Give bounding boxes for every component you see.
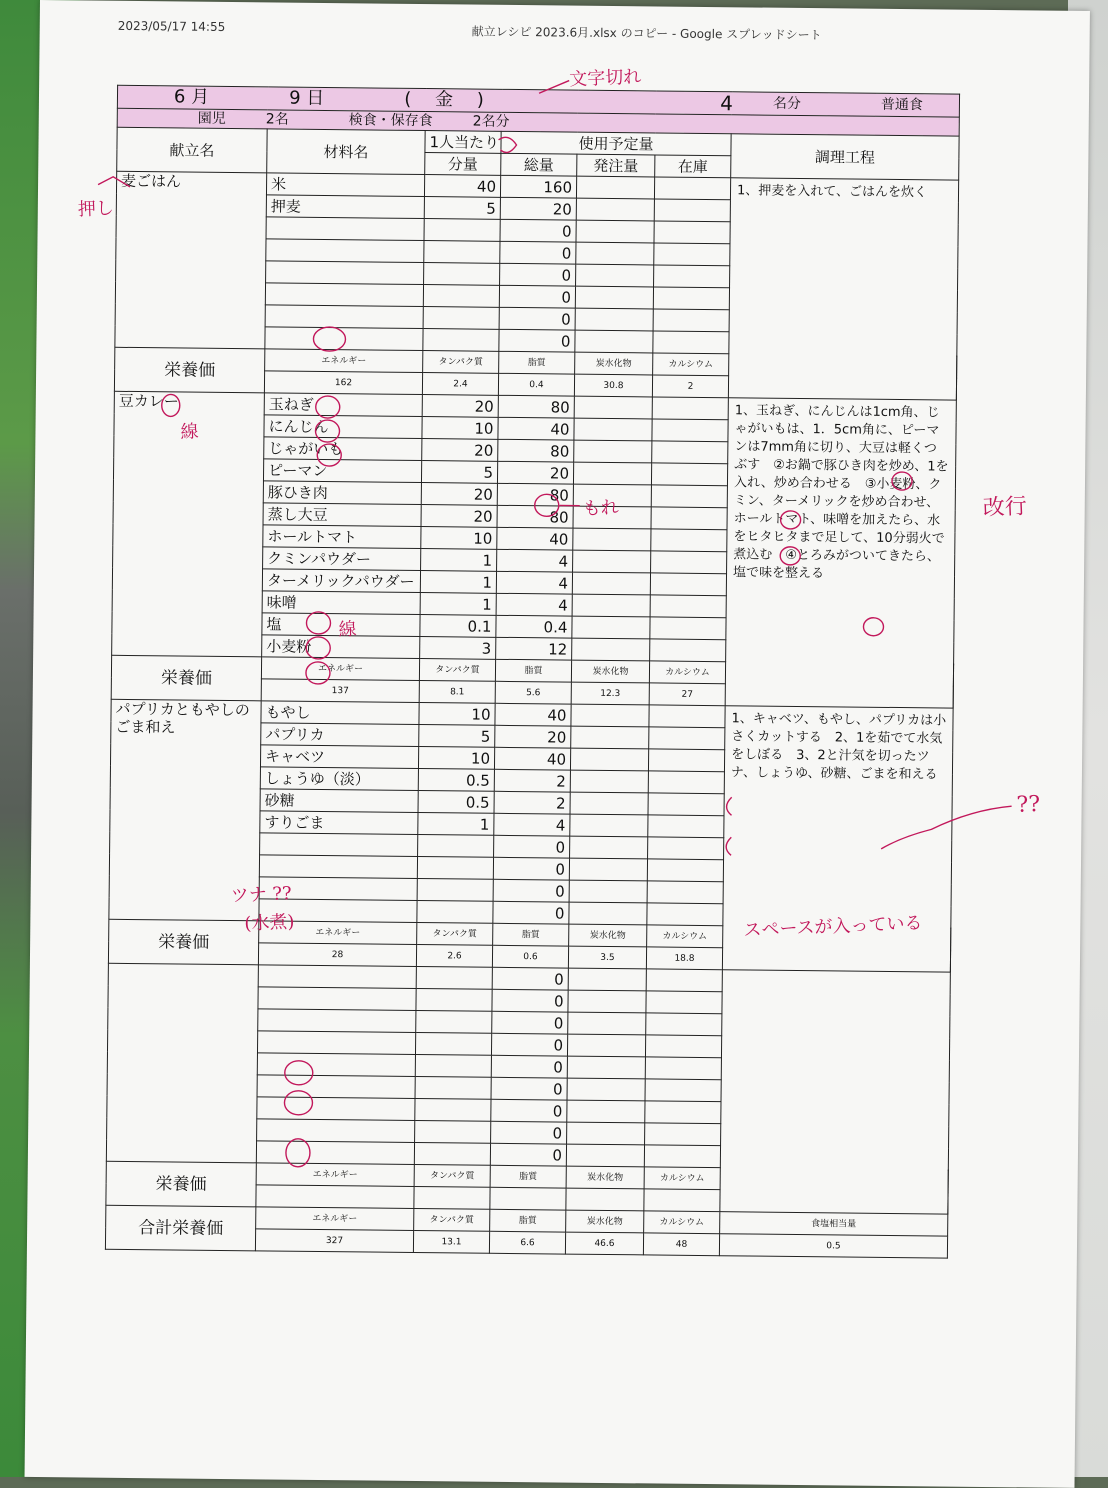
- children-label: 園児: [198, 110, 226, 128]
- portion-value: 1: [418, 813, 494, 836]
- portion-value: 10: [421, 527, 497, 550]
- note-space: スペースが入っている: [743, 909, 923, 942]
- printed-sheet: [25, 0, 1090, 1488]
- total-value: 80: [498, 395, 574, 418]
- total-value: 0: [491, 1077, 567, 1100]
- total-value: 160: [500, 175, 576, 198]
- total-value: 80: [497, 505, 573, 528]
- menu-name: 麦ごはん: [121, 172, 262, 191]
- process-cell: 1、キャベツ、もやし、パプリカは小さくカットする 2、1を茹でて水気をしぼる 3、2と汁気を切ったツナ、しょうゆ、砂糖、ごまを和える: [722, 706, 953, 972]
- portion-value: 0.5: [418, 769, 494, 792]
- process-cell: 1、玉ねぎ、にんじんは1cm角、じゃがいもは、1．5cm角に、ピーマンは7mm角に切り、大豆は軽くつぶす ②お鍋で豚ひき肉を炒め、1を入れ、炒め合わせる ③小麦粉、クミン、ターメリックを炒め合わせ、ホールトマト、味噌を加えたら、水をヒタヒタまで足して、10分弱火で煮込む ④とろみがついてきたら、塩で味を整える: [725, 398, 956, 708]
- print-timestamp: 2023/05/17 14:55: [118, 19, 226, 34]
- col-order: 発注量: [577, 154, 655, 177]
- total-value: 0: [491, 1099, 567, 1122]
- total-value: 0: [499, 329, 575, 352]
- nutrition-header: 炭水化物: [566, 1166, 644, 1189]
- total-value: 0: [493, 901, 569, 924]
- process-cell: 1、押麦を入れて、ごはんを炊く: [728, 178, 958, 400]
- nutrition-value: 0.6: [492, 945, 568, 968]
- total-header: 食塩相当量: [720, 1212, 948, 1236]
- ingredient-name: キャベツ: [260, 745, 418, 769]
- portion-value: 40: [424, 175, 500, 198]
- nutrition-label: 栄養価: [114, 347, 264, 393]
- portion-value: 20: [421, 483, 497, 506]
- portion-value: 10: [419, 703, 495, 726]
- note-text-cut: 文字切れ: [569, 62, 642, 91]
- total-value: 20: [500, 197, 576, 220]
- ingredient-name: じゃがいも: [264, 437, 422, 461]
- total-value: 80: [498, 439, 574, 462]
- serving-unit: 名分: [773, 95, 801, 113]
- portion-value: 1: [420, 593, 496, 616]
- nutrition-value: 30.8: [574, 374, 652, 397]
- ingredient-name: ホールトマト: [263, 525, 421, 549]
- nutrition-header: 炭水化物: [575, 352, 653, 375]
- total-value: 48: [643, 1233, 719, 1256]
- month: 6 月: [174, 88, 209, 106]
- total-value: 20: [495, 725, 571, 748]
- col-total: 総量: [501, 153, 577, 176]
- total-value: 0: [499, 285, 575, 308]
- nutrition-header: タンパク質: [417, 922, 493, 945]
- total-value: 0: [490, 1143, 566, 1166]
- nutrition-header: 脂質: [490, 1165, 566, 1188]
- total-value: 13.1: [413, 1230, 489, 1253]
- note-oshi: 押し: [77, 194, 114, 221]
- ingredient-name: 塩: [262, 613, 420, 637]
- total-value: 0: [492, 1011, 568, 1034]
- total-header: エネルギー: [256, 1207, 414, 1231]
- nutrition-header: タンパク質: [414, 1164, 490, 1187]
- weekday: ( 金 ): [404, 91, 484, 110]
- total-value: 4: [496, 571, 572, 594]
- ingredient-name: もやし: [261, 701, 419, 725]
- total-value: 0.4: [496, 615, 572, 638]
- total-value: 0: [494, 835, 570, 858]
- total-value: 2: [494, 791, 570, 814]
- note-kaigyo: 改行: [982, 489, 1027, 522]
- total-value: 0: [500, 263, 576, 286]
- note-more: もれ: [582, 493, 619, 520]
- total-value: 0: [491, 1055, 567, 1078]
- nutrition-header: カルシウム: [644, 1167, 720, 1190]
- ingredient-name: 砂糖: [260, 789, 418, 813]
- portion-value: 5: [424, 197, 500, 220]
- nutrition-header: カルシウム: [653, 353, 729, 376]
- ingredient-name: 小麦粉: [262, 635, 420, 659]
- ingredient-name: 押麦: [266, 195, 424, 219]
- total-value: 327: [255, 1229, 413, 1253]
- nutrition-value: 8.1: [419, 681, 495, 704]
- nutrition-value: 27: [649, 683, 725, 706]
- nutrition-value: 162: [264, 371, 422, 395]
- nutrition-header: エネルギー: [259, 921, 417, 945]
- nutrition-header: カルシウム: [649, 661, 725, 684]
- total-value: 40: [497, 527, 573, 550]
- total-header: 脂質: [490, 1209, 566, 1232]
- col-menu: 献立名: [117, 127, 267, 173]
- portion-value: 10: [422, 417, 498, 440]
- note-tuna: ツナ ??: [230, 879, 292, 908]
- menu-name: 豆カレー: [119, 392, 260, 411]
- inspection-label: 検食・保存食: [349, 111, 433, 130]
- total-value: 0: [499, 307, 575, 330]
- portion-value: 20: [422, 395, 498, 418]
- total-value: 46.6: [565, 1232, 643, 1255]
- nutrition-header: タンパク質: [419, 659, 495, 682]
- ingredient-name: すりごま: [260, 811, 418, 835]
- ingredient-name: にんじん: [264, 415, 422, 439]
- nutrition-header: エネルギー: [265, 349, 423, 373]
- portion-value: 1: [421, 549, 497, 572]
- nutrition-value: 3.5: [568, 946, 646, 969]
- inspection-count: 2名分: [473, 113, 510, 131]
- ingredient-name: クミンパウダー: [263, 547, 421, 571]
- nutrition-header: 脂質: [499, 351, 575, 374]
- red-pen-marks: [25, 0, 1090, 1488]
- ingredient-name: 蒸し大豆: [263, 503, 421, 527]
- total-value: 80: [497, 483, 573, 506]
- total-nutrition-label: 合計栄養価: [105, 1205, 255, 1251]
- total-value: 0: [491, 1121, 567, 1144]
- ingredient-name: ピーマン: [263, 459, 421, 483]
- nutrition-header: 脂質: [495, 659, 571, 682]
- ingredient-name: しょうゆ（淡）: [260, 767, 418, 791]
- nutrition-header: 炭水化物: [571, 660, 649, 683]
- menu-name: パプリカともやしの: [115, 700, 256, 719]
- total-value: 0.5: [719, 1234, 947, 1258]
- total-value: 4: [494, 813, 570, 836]
- total-value: 0: [492, 967, 568, 990]
- meal-type: 普通食: [881, 96, 923, 114]
- ingredient-name: パプリカ: [261, 723, 419, 747]
- portion-value: 0.5: [418, 791, 494, 814]
- note-sen2: 線: [338, 615, 357, 642]
- nutrition-header: エネルギー: [256, 1163, 414, 1187]
- nutrition-value: 2.4: [422, 373, 498, 396]
- portion-value: 5: [421, 461, 497, 484]
- ingredient-name: 豚ひき肉: [263, 481, 421, 505]
- nutrition-value: 2.6: [416, 944, 492, 967]
- total-value: 12: [496, 637, 572, 660]
- note-question: ??: [1016, 792, 1041, 818]
- portion-value: 10: [418, 747, 494, 770]
- children-count: 2名: [266, 110, 289, 128]
- menu-name: ごま和え: [115, 718, 256, 737]
- ingredient-name: ターメリックパウダー: [262, 569, 420, 593]
- col-planned: 使用予定量: [501, 131, 731, 155]
- portion-value: 0.1: [420, 615, 496, 638]
- total-header: タンパク質: [414, 1208, 490, 1231]
- nutrition-value: 28: [258, 943, 416, 967]
- ingredient-name: 玉ねぎ: [264, 393, 422, 417]
- portion-value: 20: [421, 505, 497, 528]
- col-per-person: 1人当たり: [425, 131, 501, 154]
- nutrition-header: 脂質: [493, 923, 569, 946]
- total-value: 40: [494, 747, 570, 770]
- nutrition-value: 12.3: [571, 682, 649, 705]
- total-header: カルシウム: [644, 1211, 720, 1234]
- portion-value: 1: [420, 571, 496, 594]
- total-value: 4: [496, 593, 572, 616]
- serving-count: 4: [720, 94, 733, 112]
- col-stock: 在庫: [655, 155, 731, 178]
- nutrition-header: カルシウム: [647, 925, 723, 948]
- total-value: 0: [500, 241, 576, 264]
- print-doc-title: 献立レシピ 2023.6月.xlsx のコピー - Google スプレッドシート: [472, 23, 822, 44]
- note-sen1: 線: [180, 417, 199, 444]
- nutrition-value: 0.4: [498, 373, 574, 396]
- nutrition-header: タンパク質: [423, 351, 499, 374]
- nutrition-label: 栄養価: [108, 919, 258, 965]
- nutrition-header: 炭水化物: [569, 924, 647, 947]
- nutrition-header: エネルギー: [261, 657, 419, 681]
- total-value: 20: [497, 461, 573, 484]
- nutrition-value: 5.6: [495, 681, 571, 704]
- portion-value: 3: [420, 637, 496, 660]
- portion-value: 5: [419, 725, 495, 748]
- total-value: 0: [491, 1033, 567, 1056]
- portion-value: 20: [422, 439, 498, 462]
- total-header: 炭水化物: [566, 1210, 644, 1233]
- col-ingredient: 材料名: [267, 129, 425, 175]
- col-process: 調理工程: [731, 134, 959, 180]
- nutrition-value: 18.8: [646, 947, 722, 970]
- col-portion: 分量: [425, 153, 501, 176]
- day: 9 日: [289, 90, 324, 108]
- total-value: 40: [498, 417, 574, 440]
- ingredient-name: 米: [266, 173, 424, 197]
- nutrition-value: 137: [261, 679, 419, 703]
- nutrition-label: 栄養価: [106, 1161, 256, 1207]
- ingredient-name: 味噌: [262, 591, 420, 615]
- total-value: 2: [494, 769, 570, 792]
- total-value: 40: [495, 703, 571, 726]
- note-tuna-water: (水煮): [244, 907, 295, 935]
- total-value: 0: [500, 219, 576, 242]
- total-value: 4: [497, 549, 573, 572]
- total-value: 6.6: [489, 1231, 565, 1254]
- total-value: 0: [493, 879, 569, 902]
- nutrition-label: 栄養価: [111, 655, 261, 701]
- total-value: 0: [492, 989, 568, 1012]
- total-value: 0: [493, 857, 569, 880]
- nutrition-value: 2: [652, 375, 728, 398]
